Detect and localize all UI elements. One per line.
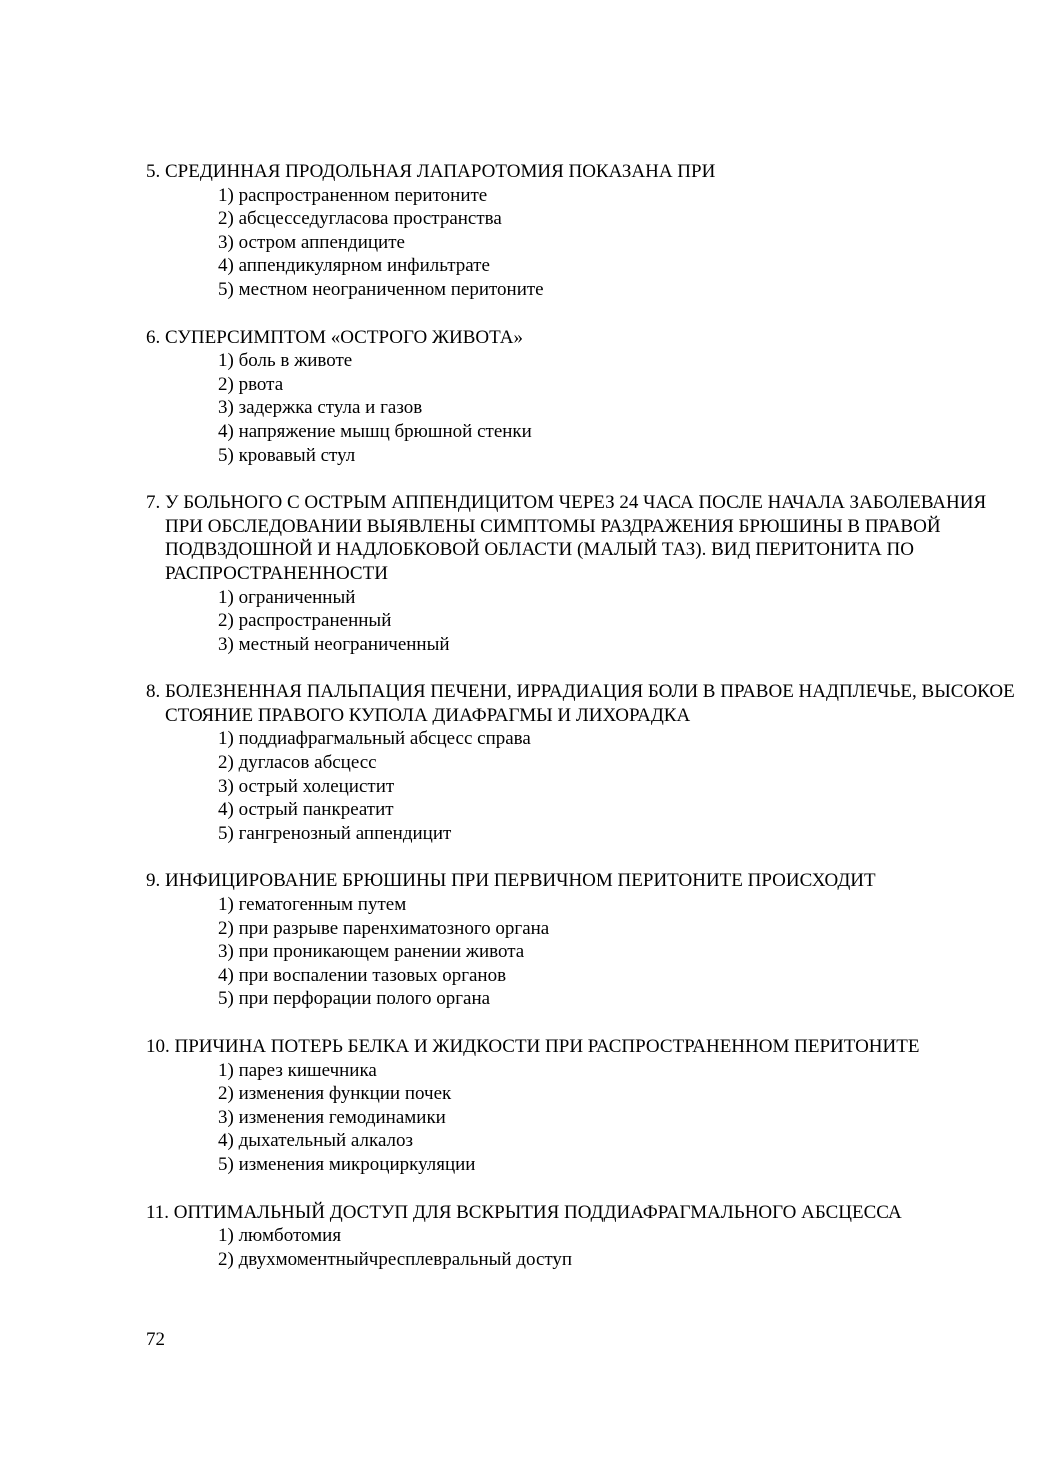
answer-option: 2) рвота — [218, 373, 284, 395]
answer-option: 1) парез кишечника — [218, 1059, 377, 1081]
answer-option: 2) двухмоментныйчресплевральный доступ — [218, 1248, 573, 1270]
answer-options — [146, 893, 1016, 1011]
answer-options — [146, 586, 1016, 657]
answer-option: 5) местном неограниченном перитоните — [218, 278, 544, 300]
answer-option: 3) острый холецистит — [218, 775, 395, 797]
page-number: 72 — [146, 1329, 165, 1350]
answer-option: 1) поддиафрагмальный абсцесс справа — [218, 728, 531, 750]
answer-option: 1) люмботомия — [218, 1225, 342, 1247]
answer-option: 1) ограниченный — [218, 586, 356, 608]
question-5 — [146, 160, 1016, 302]
question-8 — [146, 680, 1016, 845]
question-text: 9. ИНФИЦИРОВАНИЕ БРЮШИНЫ ПРИ ПЕРВИЧНОМ ПЕРИТОНИТЕ ПРОИСХОДИТ — [146, 870, 876, 892]
answer-option: 4) острый панкреатит — [218, 799, 394, 821]
answer-option: 3) изменения гемодинамики — [218, 1106, 446, 1128]
answer-option: 1) боль в животе — [218, 350, 353, 372]
question-text: 5. СРЕДИННАЯ ПРОДОЛЬНАЯ ЛАПАРОТОМИЯ ПОКАЗАНА ПРИ — [146, 161, 716, 182]
answer-option: 3) местный неограниченный — [218, 633, 450, 655]
answer-option: 4) дыхательный алкалоз — [218, 1130, 414, 1152]
question-11 — [146, 1201, 1016, 1272]
question-7 — [146, 491, 1016, 656]
answer-option: 2) при разрыве паренхиматозного органа — [218, 917, 550, 939]
question-text: 6. СУПЕРСИМПТОМ «ОСТРОГО ЖИВОТА» — [146, 326, 523, 348]
question-text: 8. БОЛЕЗНЕННАЯ ПАЛЬПАЦИЯ ПЕЧЕНИ, ИРРАДИАЦИЯ БОЛИ В ПРАВОЕ НАДПЛЕЧЬЕ, ВЫСОКОЕ СТОЯНИЕ ПРАВОГО КУПОЛА ДИАФРАГМЫ И ЛИХОРАДКА — [146, 681, 1015, 726]
answer-option: 5) при перфорации полого органа — [218, 988, 491, 1010]
answer-option: 3) задержка стула и газов — [218, 397, 423, 419]
answer-option: 2) абсцесседугласова пространства — [218, 208, 502, 230]
answer-option: 5) кровавый стул — [218, 444, 356, 466]
answer-options — [146, 727, 1016, 845]
answer-option: 4) напряжение мышц брюшной стенки — [218, 420, 532, 442]
question-text: 7. У БОЛЬНОГО С ОСТРЫМ АППЕНДИЦИТОМ ЧЕРЕЗ 24 ЧАСА ПОСЛЕ НАЧАЛА ЗАБОЛЕВАНИЯ ПРИ ОБСЛЕДОВАНИИ ВЫЯВЛЕНЫ СИМПТОМЫ РАЗДРАЖЕНИЯ БРЮШИНЫ В ПРАВОЙ ПОДВЗДОШНОЙ И НАДЛОБКОВОЙ ОБЛАСТИ (МАЛЫЙ ТАЗ). ВИД ПЕРИТОНИТА ПО РАСПРОСТРАНЕННОСТИ — [146, 492, 987, 584]
answer-option: 3) при проникающем ранении живота — [218, 941, 525, 963]
answer-option: 1) гематогенным путем — [218, 894, 407, 916]
answer-option: 4) аппендикулярном инфильтрате — [218, 255, 490, 277]
answer-option: 3) остром аппендиците — [218, 231, 405, 253]
answer-options — [146, 184, 1016, 302]
answer-option: 2) дугласов абсцесс — [218, 752, 377, 774]
question-10 — [146, 1035, 1016, 1177]
question-6 — [146, 326, 1016, 468]
question-text: 10. ПРИЧИНА ПОТЕРЬ БЕЛКА И ЖИДКОСТИ ПРИ РАСПРОСТРАНЕННОМ ПЕРИТОНИТЕ — [146, 1036, 920, 1057]
question-9 — [146, 869, 1016, 1011]
answer-options — [146, 1059, 1016, 1177]
answer-option: 2) изменения функции почек — [218, 1083, 452, 1105]
answer-options — [146, 1224, 1016, 1271]
answer-option: 4) при воспалении тазовых органов — [218, 964, 507, 986]
question-list — [146, 160, 1016, 1295]
answer-options — [146, 349, 1016, 467]
answer-option: 1) распространенном перитоните — [218, 184, 488, 206]
answer-option: 5) изменения микроциркуляции — [218, 1153, 476, 1175]
question-text: 11. ОПТИМАЛЬНЫЙ ДОСТУП ДЛЯ ВСКРЫТИЯ ПОДДИАФРАГМАЛЬНОГО АБСЦЕССА — [146, 1201, 902, 1223]
answer-option: 2) распространенный — [218, 610, 392, 632]
answer-option: 5) гангренозный аппендицит — [218, 822, 452, 844]
